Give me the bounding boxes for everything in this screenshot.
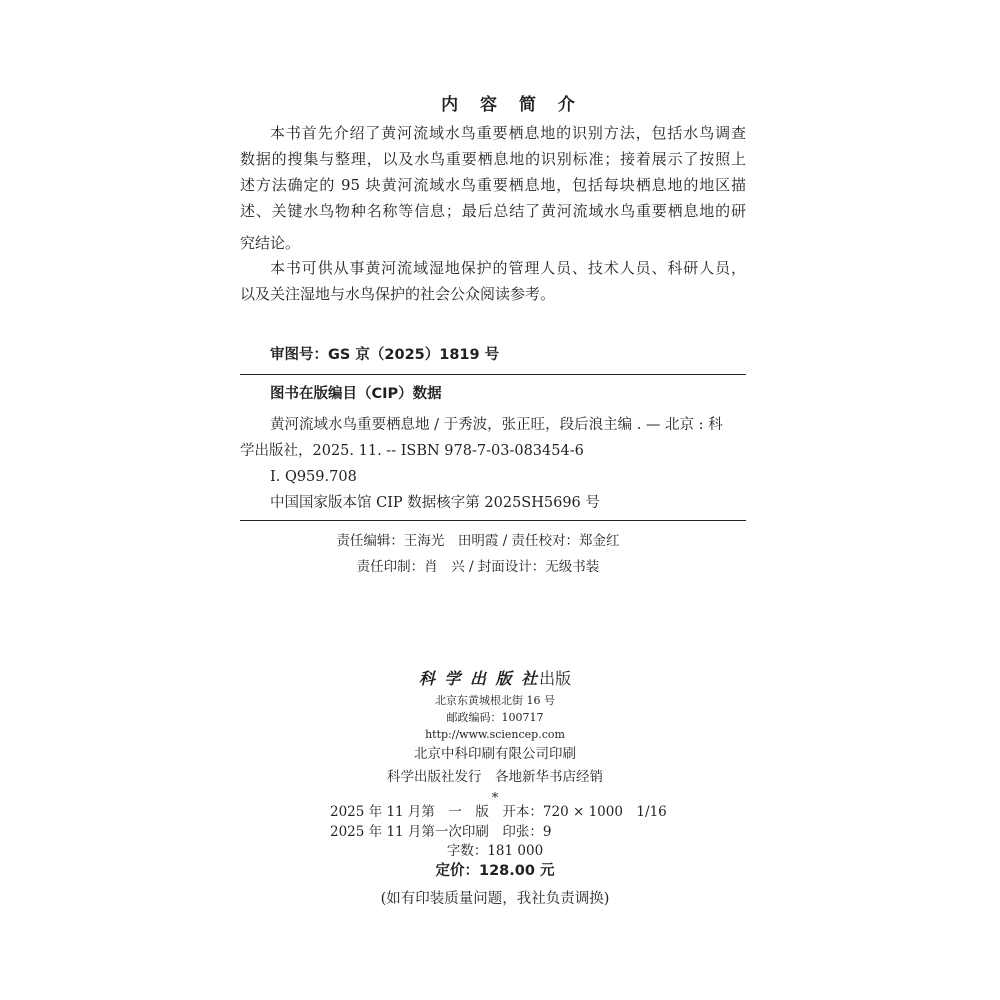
- divider: [240, 374, 746, 375]
- cip-entry: 黄河流域水鸟重要栖息地 / 于秀波，张正旺，段后浪主编 . — 北京 : 科: [270, 417, 723, 433]
- intro-line: 述方法确定的 95 块黄河流域水鸟重要栖息地，包括每块栖息地的地区描: [240, 176, 746, 194]
- map-review-number: 审图号：GS 京（2025）1819 号: [270, 347, 500, 363]
- postcode: 邮政编码：100717: [446, 711, 544, 724]
- page-heading: 内 容 简 介: [441, 95, 583, 115]
- credits: [225, 528, 731, 580]
- word-count: 字数：181 000: [446, 843, 544, 859]
- intro-line: 究结论。: [240, 234, 301, 252]
- address: 北京东黄城根北街 16 号: [435, 694, 555, 707]
- intro-line: 本书首先介绍了黄河流域水鸟重要栖息地的识别方法，包括水鸟调查: [270, 124, 746, 142]
- cip-entry-cont: 学出版社，2025. 11. -- ISBN 978-7-03-083454-6: [240, 443, 584, 459]
- separator: *: [491, 791, 499, 806]
- edition: 2025 年 11 月第 一 版 开本：720 × 1000 1/16: [330, 804, 667, 820]
- website: http://www.sciencep.com: [425, 728, 565, 741]
- printer: 北京中科印刷有限公司印刷: [414, 746, 576, 762]
- credits-production: 责任印制：肖 兴 / 封面设计：无级书装: [356, 559, 600, 575]
- quality-notice: (如有印装质量问题，我社负责调换): [380, 891, 610, 907]
- intro-line: 数据的搜集与整理，以及水鸟重要栖息地的识别标准；接着展示了按照上: [240, 150, 746, 168]
- cip-heading: 图书在版编目（CIP）数据: [270, 386, 442, 402]
- audience-paragraph: [240, 255, 746, 307]
- credits-editors: 责任编辑：王海光 田明霞 / 责任校对：郑金红: [336, 533, 620, 549]
- publisher-logo: 科 学 出 版 社: [418, 669, 540, 688]
- publisher-suffix: 出版: [539, 669, 572, 688]
- cip-block: [240, 381, 746, 516]
- imprint: [242, 666, 748, 809]
- audience-line: 本书可供从事黄河流域湿地保护的管理人员、技术人员、科研人员，: [270, 259, 746, 277]
- price: 定价：128.00 元: [435, 863, 555, 879]
- printing: 2025 年 11 月第一次印刷 印张：9: [330, 824, 552, 840]
- intro-line: 述、关键水鸟物种名称等信息；最后总结了黄河流域水鸟重要栖息地的研: [240, 202, 746, 220]
- edition-info: [330, 802, 667, 842]
- distribution: 科学出版社发行 各地新华书店经销: [387, 769, 603, 785]
- cip-verification: 中国国家版本馆 CIP 数据核字第 2025SH5696 号: [270, 495, 600, 511]
- divider: [240, 520, 746, 521]
- audience-line: 以及关注湿地与水鸟保护的社会公众阅读参考。: [240, 285, 556, 303]
- intro-paragraph: [240, 120, 746, 256]
- cip-classification: Ⅰ. Q959.708: [270, 469, 357, 485]
